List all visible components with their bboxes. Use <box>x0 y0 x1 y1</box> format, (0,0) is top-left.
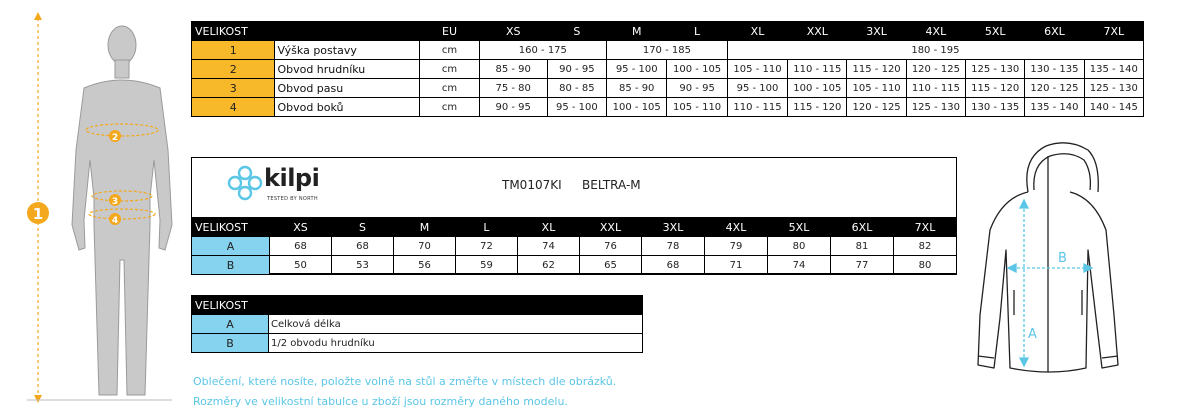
value-cell: 74 <box>768 256 831 275</box>
value-cell: 140 - 145 <box>1084 98 1143 117</box>
value-cell: 130 - 135 <box>1025 60 1084 79</box>
product-code: TM0107KI <box>502 178 562 192</box>
row-label: A <box>192 315 269 334</box>
unit-cell: cm <box>420 60 479 79</box>
row-description: Celková délka <box>269 315 643 334</box>
row-label: B <box>192 334 269 353</box>
value-cell: 95 - 100 <box>607 60 667 79</box>
unit-cell: cm <box>420 98 479 117</box>
value-cell: 53 <box>332 256 394 275</box>
value-cell: 90 - 95 <box>547 60 606 79</box>
value-cell: 125 - 130 <box>966 60 1025 79</box>
header-7xl: 7XL <box>894 218 957 237</box>
value-cell: 115 - 120 <box>847 60 906 79</box>
row-label: Obvod pasu <box>275 79 420 98</box>
row-label: B <box>192 256 270 275</box>
marker-3-label: 3 <box>111 197 119 207</box>
row-description: 1/2 obvodu hrudníku <box>269 334 643 353</box>
value-cell: 74 <box>518 237 580 256</box>
header-eu: EU <box>420 22 479 41</box>
header-velikost: VELIKOST <box>192 22 420 41</box>
brand-tagline: TESTED BY NORTH <box>267 196 318 202</box>
table-row <box>192 334 643 353</box>
header-4xl: 4XL <box>705 218 768 237</box>
header-6xl: 6XL <box>831 218 894 237</box>
value-cell: 100 - 105 <box>667 60 727 79</box>
header-velikost: VELIKOST <box>192 218 270 237</box>
value-cell: 85 - 90 <box>479 60 547 79</box>
height-range-cell: 180 - 195 <box>727 41 1143 60</box>
kilpi-knot-icon <box>224 164 266 202</box>
value-cell: 68 <box>642 256 705 275</box>
value-cell: 56 <box>394 256 456 275</box>
header-xl: XL <box>727 22 787 41</box>
value-cell: 110 - 115 <box>727 98 787 117</box>
value-cell: 120 - 125 <box>906 60 965 79</box>
header-6xl: 6XL <box>1025 22 1084 41</box>
value-cell: 105 - 110 <box>667 98 727 117</box>
instruction-note: Oblečení, které nosíte, položte volně na stůl a změřte v místech dle obrázků. <box>193 375 617 388</box>
unit-cell: cm <box>420 79 479 98</box>
value-cell: 90 - 95 <box>479 98 547 117</box>
measurement-legend-table <box>191 295 643 353</box>
header-5xl: 5XL <box>966 22 1025 41</box>
value-cell: 71 <box>705 256 768 275</box>
row-number: 2 <box>192 60 275 79</box>
marker-4-label: 4 <box>111 216 119 226</box>
header-s: S <box>332 218 394 237</box>
table-row <box>192 315 643 334</box>
header-m: M <box>607 22 667 41</box>
value-cell: 125 - 130 <box>906 98 965 117</box>
row-number: 4 <box>192 98 275 117</box>
value-cell: 100 - 105 <box>607 98 667 117</box>
value-cell: 125 - 130 <box>1084 79 1143 98</box>
row-label: Obvod hrudníku <box>275 60 420 79</box>
header-5xl: 5XL <box>768 218 831 237</box>
jacket-label-b: B <box>1058 251 1067 266</box>
header-xxl: XXL <box>580 218 642 237</box>
row-label: Výška postavy <box>275 41 420 60</box>
value-cell: 120 - 125 <box>1025 79 1084 98</box>
value-cell: 65 <box>580 256 642 275</box>
value-cell: 75 - 80 <box>479 79 547 98</box>
header-l: L <box>456 218 518 237</box>
table-row <box>192 98 1144 117</box>
body-size-table <box>191 21 1144 117</box>
header-xs: XS <box>270 218 332 237</box>
table-row <box>192 79 1144 98</box>
table-row <box>192 237 957 256</box>
table-header-row <box>192 218 957 237</box>
height-range-cell: 170 - 185 <box>607 41 728 60</box>
table-row <box>192 256 957 275</box>
value-cell: 135 - 140 <box>1025 98 1084 117</box>
value-cell: 78 <box>642 237 705 256</box>
jacket-label-a: A <box>1028 327 1037 342</box>
value-cell: 81 <box>831 237 894 256</box>
value-cell: 135 - 140 <box>1084 60 1143 79</box>
table-row <box>192 60 1144 79</box>
value-cell: 90 - 95 <box>667 79 727 98</box>
value-cell: 80 <box>768 237 831 256</box>
value-cell: 68 <box>332 237 394 256</box>
value-cell: 120 - 125 <box>847 98 906 117</box>
table-header-row <box>192 22 1144 41</box>
header-velikost: VELIKOST <box>192 296 643 315</box>
value-cell: 50 <box>270 256 332 275</box>
row-label: Obvod boků <box>275 98 420 117</box>
product-name: BELTRA-M <box>582 178 641 192</box>
value-cell: 110 - 115 <box>906 79 965 98</box>
height-range-cell: 160 - 175 <box>479 41 606 60</box>
value-cell: 62 <box>518 256 580 275</box>
value-cell: 105 - 110 <box>847 79 906 98</box>
header-xs: XS <box>479 22 547 41</box>
row-label: A <box>192 237 270 256</box>
value-cell: 115 - 120 <box>788 98 847 117</box>
value-cell: 130 - 135 <box>966 98 1025 117</box>
header-m: M <box>394 218 456 237</box>
value-cell: 82 <box>894 237 957 256</box>
marker-2-label: 2 <box>111 133 119 143</box>
value-cell: 95 - 100 <box>547 98 606 117</box>
row-number: 1 <box>192 41 275 60</box>
brand-logo: kilpi <box>264 164 320 192</box>
human-body-figure <box>22 10 177 405</box>
value-cell: 95 - 100 <box>727 79 787 98</box>
header-3xl: 3XL <box>847 22 906 41</box>
value-cell: 68 <box>270 237 332 256</box>
header-s: S <box>547 22 606 41</box>
header-3xl: 3XL <box>642 218 705 237</box>
value-cell: 59 <box>456 256 518 275</box>
value-cell: 79 <box>705 237 768 256</box>
table-header-row <box>192 296 643 315</box>
header-4xl: 4XL <box>906 22 965 41</box>
value-cell: 80 <box>894 256 957 275</box>
value-cell: 115 - 120 <box>966 79 1025 98</box>
value-cell: 77 <box>831 256 894 275</box>
header-xl: XL <box>518 218 580 237</box>
header-xxl: XXL <box>788 22 847 41</box>
row-number: 3 <box>192 79 275 98</box>
value-cell: 85 - 90 <box>607 79 667 98</box>
jacket-figure <box>968 140 1130 385</box>
value-cell: 72 <box>456 237 518 256</box>
marker-1-label: 1 <box>32 205 44 223</box>
table-row <box>192 41 1144 60</box>
unit-cell: cm <box>420 41 479 60</box>
value-cell: 76 <box>580 237 642 256</box>
instruction-note: Rozměry ve velikostní tabulce u zboží jsou rozměry daného modelu. <box>193 395 568 408</box>
value-cell: 80 - 85 <box>547 79 606 98</box>
product-measure-table <box>191 217 957 275</box>
value-cell: 70 <box>394 237 456 256</box>
value-cell: 105 - 110 <box>727 60 787 79</box>
header-7xl: 7XL <box>1084 22 1143 41</box>
value-cell: 100 - 105 <box>788 79 847 98</box>
value-cell: 110 - 115 <box>788 60 847 79</box>
header-l: L <box>667 22 727 41</box>
